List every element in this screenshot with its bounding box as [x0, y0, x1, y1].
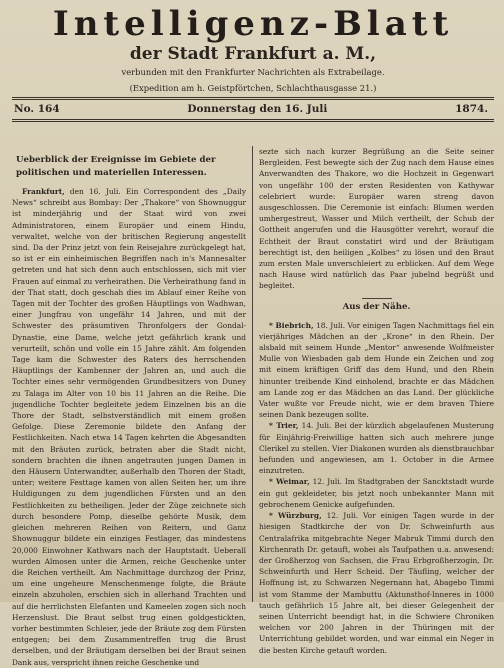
issue-number: No. 164	[14, 103, 60, 115]
issue-rule	[12, 119, 494, 120]
news-place: * Weimar,	[269, 477, 310, 487]
newspaper-subtitle: der Stadt Frankfurt a. M.,	[129, 44, 377, 64]
news-item	[259, 476, 494, 510]
newspaper-title: Intelligenz-Blatt	[52, 4, 454, 44]
left-column	[12, 146, 253, 667]
section-heading: Aus der Nähe.	[342, 301, 411, 312]
article-paragraph	[12, 186, 246, 668]
news-place: * Würzburg,	[269, 511, 322, 521]
expedition-line: (Expedition am h. Geistpförtchen, Schlachthausgasse 21.)	[129, 83, 377, 93]
issue-year: 1874.	[455, 103, 488, 115]
news-text: 12. Juli. Vor einigen Tagen wurde in der hiesigen Stadtkirche der von Dr. Schweinfurth aus Centralafrika mitgebrachte Neger Mabruk Timmi durch den Kirchenrath Dr. getauft, wobei als Taufpathen u.a. anwesend: der Großherzog von Sachsen, die Frau Erbgroßherzogin, Dr. Schweinfurth und Herr Scheid. Der Täufling, welcher der Hoffnung ist, zu Schwarzen Negernann hat, Abagebo Timmi ist vom Stamme der Mambuttu (Aktunsthof-Inneres in 1000 tauch gefährlich 15 Jahre alt, bei dieser Gelegenheit der seinen Unterricht beendigt hat, in die Schwiere Chroniken welchen vor 200 Jahren in der Thüringen mit der Unterrichtung gebildet worden, und war einmal ein Neger in die besten Kirche getauft worden.	[259, 511, 495, 655]
association-line: verbunden mit den Frankfurter Nachrichten als Extrabeilage.	[121, 67, 385, 77]
article-dateline: Frankfurt,	[22, 187, 65, 196]
news-item	[259, 510, 494, 656]
section-divider	[362, 298, 392, 299]
masthead	[12, 4, 494, 94]
news-place: * Biebrich,	[269, 320, 314, 330]
right-column	[253, 146, 495, 655]
article-text: den 16. Juli. Ein Correspondent des „Daily News“ schreibt aus Bombay: Der „Thakore“ von Shownuggur ist minderjährig und der Staat wird von zwei Administratoren, einem Europäer und einem Hindu, verwaltet, welche von der britischen Regierung angestellt sind. Da der Prinz jetzt von fein Reisejahre zurückgelegt hat, so ist er ein einheimischen Begriffen nach in's Mannesalter getreten und hat sich denn auch entschlossen, sich mit vier Frauen auf einmal zu verheirathen. Die Verheirathung fand in der That statt, doch geschah dies im Ablauf einer Reihe von Tagen mit der Tochter des großen Häuptlings von Wadhwan, einer Jungfrau von ungefähr 14 Jahren, und mit der Schwester des präsumtiven Thronfolgers der Gondal-Dynastie, eine Dame, welche jetzt gefährlich krank und verurteilt, schön und volle ein 15 Jahre zählt. Am folgenden Tage kam die Schwester des Raters des herrschenden Häuptlings der Kambenner der Jahren an, und auch die Tochter eines sehr vermögenden Grundbesitzers von Duney zu Talaga im Alter von 10 bis 11 Jahren an die Reihe. Die jugendliche Tochter begleitete jedem Einzelnen bis an die Thore der Stadt, selbstverständlich mit einem großen Gefolge. Diese Zeremonie bildete den Anfang der Festlichkeiten. Nach etwa 14 Tagen kehrten die Abgesandten mit den Bräuten zurück, betraten aber die Stadt nicht, sondern brachten die ihnen angetrauten jungen Damen in den Häusern Unterwandter, außerhalb den Thoren der Stadt, unter; weitere Festtage kamen von allen Seiten her, um ihre Huldigungen zu dem jugendlichen Fürsten und an den Festlichkeiten zu betheiligen. Jeder der Züge zeichnete sich durch besondere Pomp, dieselbe gehörte Musik, dem gleichen mehreren Reihen von Reitern, und Ganz Shownuggur bildete ein einziges Festlager, das mindestens 20,000 Einwohner Kathwars nach der Hauptstadt. Ueberall wurden Almosen unter die Armen, reiche Geschenke unter die Reichen vertheilt. Am Nachmittage durchzog der Prinz, um eine ungeheure Menschenmenge folgte, die Bräute einzeln abzuholen, erschien sich in allerhand Trachten und auf die herrlichsten Elefanten und Kameelen zogen sich noch Herzenslust. Die Braut selbst trug einen goldgestickten, vorher bestimmten Schleier, jede der Bräute zog dem Fürsten entgegen; bei dem Zusammentreffen trug die Brust derselben, und der Bräutigam derselben bei der Braut seinen Dank aus, verspricht ihnen reiche Geschenke und	[12, 187, 246, 667]
continuation-paragraph: sezte sich nach kurzer Begrüßung an die Seite seiner Bergleiden. Fest bewegte sich der Zug nach dem Hause eines Anverwandten des Thakore, wo die Hochzeit in Gegenwart von ungefähr 100 der ersten Residenten von Kathywar celebriert wurde: Europäer waren streng davon ausgeschlossen. Die Ceremonie ist einfach: Blumen werden umhergestreut, Wasser und Milch vertheilt, der Schub der Gottheit angerufen und die Hausgötter verehrt, worauf die Echtheit der Braut constatirt wird und der Bräutigam berechtigt ist, den heiligen „Kolbes“ zu lösen und den Braut zum ersten Male unverschleiert zu erblicken. Auf dem Wege nach Hause wird natürlich das Paar jubelnd begrüßt und begleitet.	[259, 147, 494, 291]
issue-rule-thick	[12, 121, 494, 122]
news-text: 12. Juli. Im Stadtgraben der Sancktstadt wurde ein gut gekleideter, bis jetzt noch unbekannter Mann mit gebrochenem Genicke aufgefunden.	[259, 477, 494, 509]
issue-bar	[12, 100, 494, 118]
article-columns	[12, 146, 495, 667]
news-place: * Trier,	[269, 421, 299, 431]
news-item	[259, 420, 494, 476]
news-item	[259, 320, 494, 421]
issue-date: Donnerstag den 16. Juli	[187, 103, 328, 115]
news-text: 18. Juli. Vor einigen Tagen Nachmittags fiel ein vierjähriges Mädchen an der „Krone“ in den Rhein. Der alsbald mit seinem Hunde „Mentor“ anwesende Wolfmeister Mulle von Wiesbaden gab dem Hunde ein Zeichen und zog mit einem kräftigen Griff das dem Hund, und den Rhein hinunter treibende Kind einholend, brachte er das Mädchen am Lande zog er das Mädchen an das Land. Der glückliche Vater wußte vor Freude nicht, wie er dem braven Thiere seinen Dank bezeugen sollte.	[259, 320, 495, 420]
top-rule	[12, 97, 494, 98]
news-text: 14. Juli. Bei der kürzlich abgelaufenen Musterung für Einjährig-Freiwillige hatten sich auch mehrere junge Clerikel zu stellen. Vier Diakonen wurden als dienstbrauchbar befunden und angewiesen, am 1. October in die Armee einzutreten.	[259, 421, 494, 476]
article-heading: Ueberblick der Ereignisse im Gebiete der politischen und materiellen Interessen.	[16, 155, 216, 178]
